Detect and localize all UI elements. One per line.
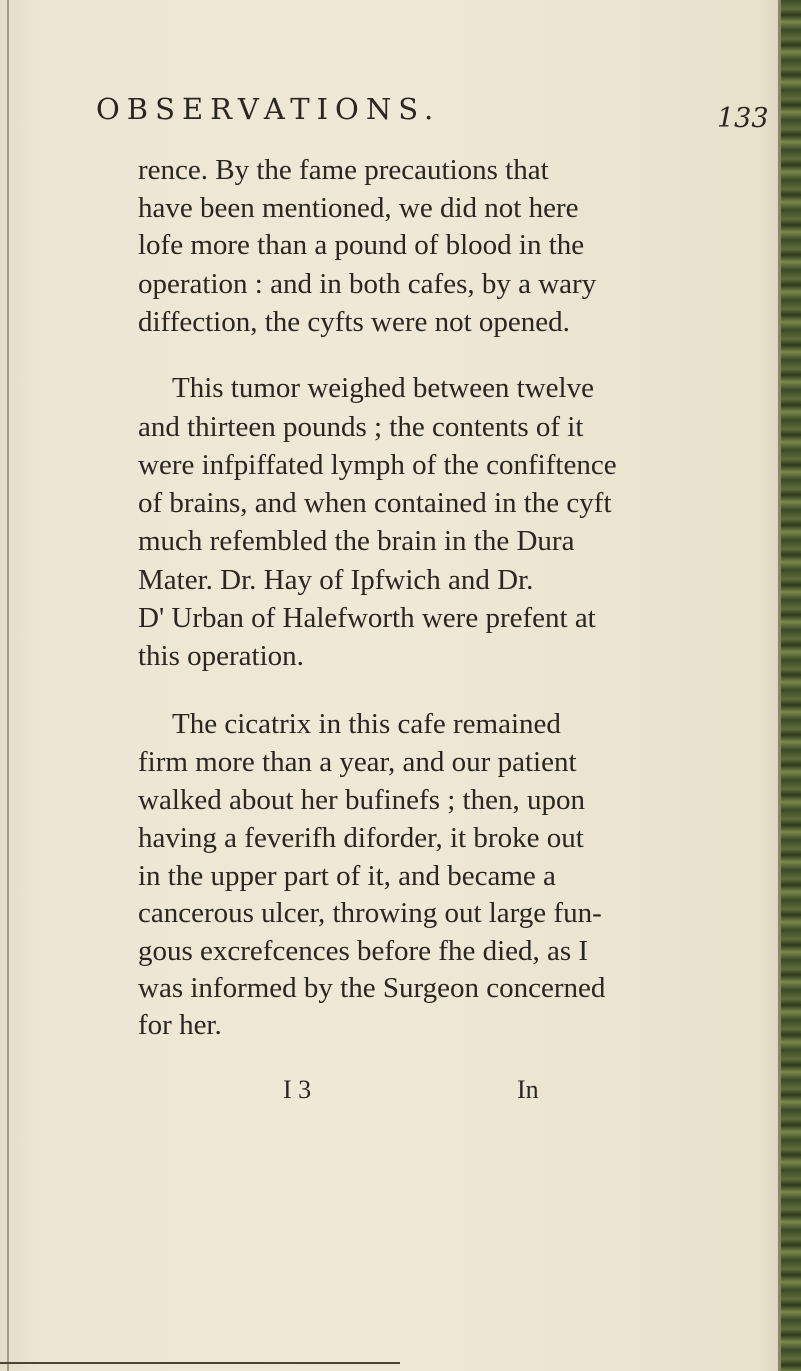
text-line: much refembled the brain in the Dura — [138, 525, 575, 557]
text-line: This tumor weighed between twelve — [172, 372, 594, 404]
text-line: this operation. — [138, 640, 304, 672]
page-edge-rule — [7, 0, 9, 1371]
signature-mark: I 3 — [283, 1075, 312, 1104]
text-line: diffection, the cyfts were not opened. — [138, 306, 570, 338]
text-line: D' Urban of Halefworth were prefent at — [138, 602, 596, 634]
text-line: was informed by the Surgeon concerned — [138, 972, 606, 1004]
text-line: in the upper part of it, and became a — [138, 860, 556, 892]
catchword: In — [517, 1075, 539, 1104]
text-line: cancerous ulcer, throwing out large fun- — [138, 897, 602, 929]
text-line: were infpiffated lymph of the confiftence — [138, 449, 617, 481]
text-line: walked about her bufinefs ; then, upon — [138, 784, 585, 816]
text-line: lofe more than a pound of blood in the — [138, 229, 585, 261]
bottom-rule — [0, 1362, 400, 1364]
text-line: of brains, and when contained in the cyft — [138, 487, 612, 519]
book-edge-binding — [781, 0, 801, 1371]
text-line: firm more than a year, and our patient — [138, 746, 577, 778]
text-line: The cicatrix in this cafe remained — [172, 708, 561, 740]
text-line: have been mentioned, we did not here — [138, 192, 579, 224]
text-line: operation : and in both cafes, by a wary — [138, 268, 597, 300]
text-line: and thirteen pounds ; the contents of it — [138, 411, 584, 443]
text-line: for her. — [138, 1009, 222, 1041]
text-line: having a feverifh diforder, it broke out — [138, 822, 584, 854]
text-line: gous excrefcences before fhe died, as I — [138, 935, 589, 967]
running-title: OBSERVATIONS. — [96, 92, 441, 126]
text-line: Mater. Dr. Hay of Ipfwich and Dr. — [138, 564, 534, 596]
text-line: rence. By the fame precautions that — [138, 154, 549, 186]
page-number: 133 — [717, 103, 769, 134]
